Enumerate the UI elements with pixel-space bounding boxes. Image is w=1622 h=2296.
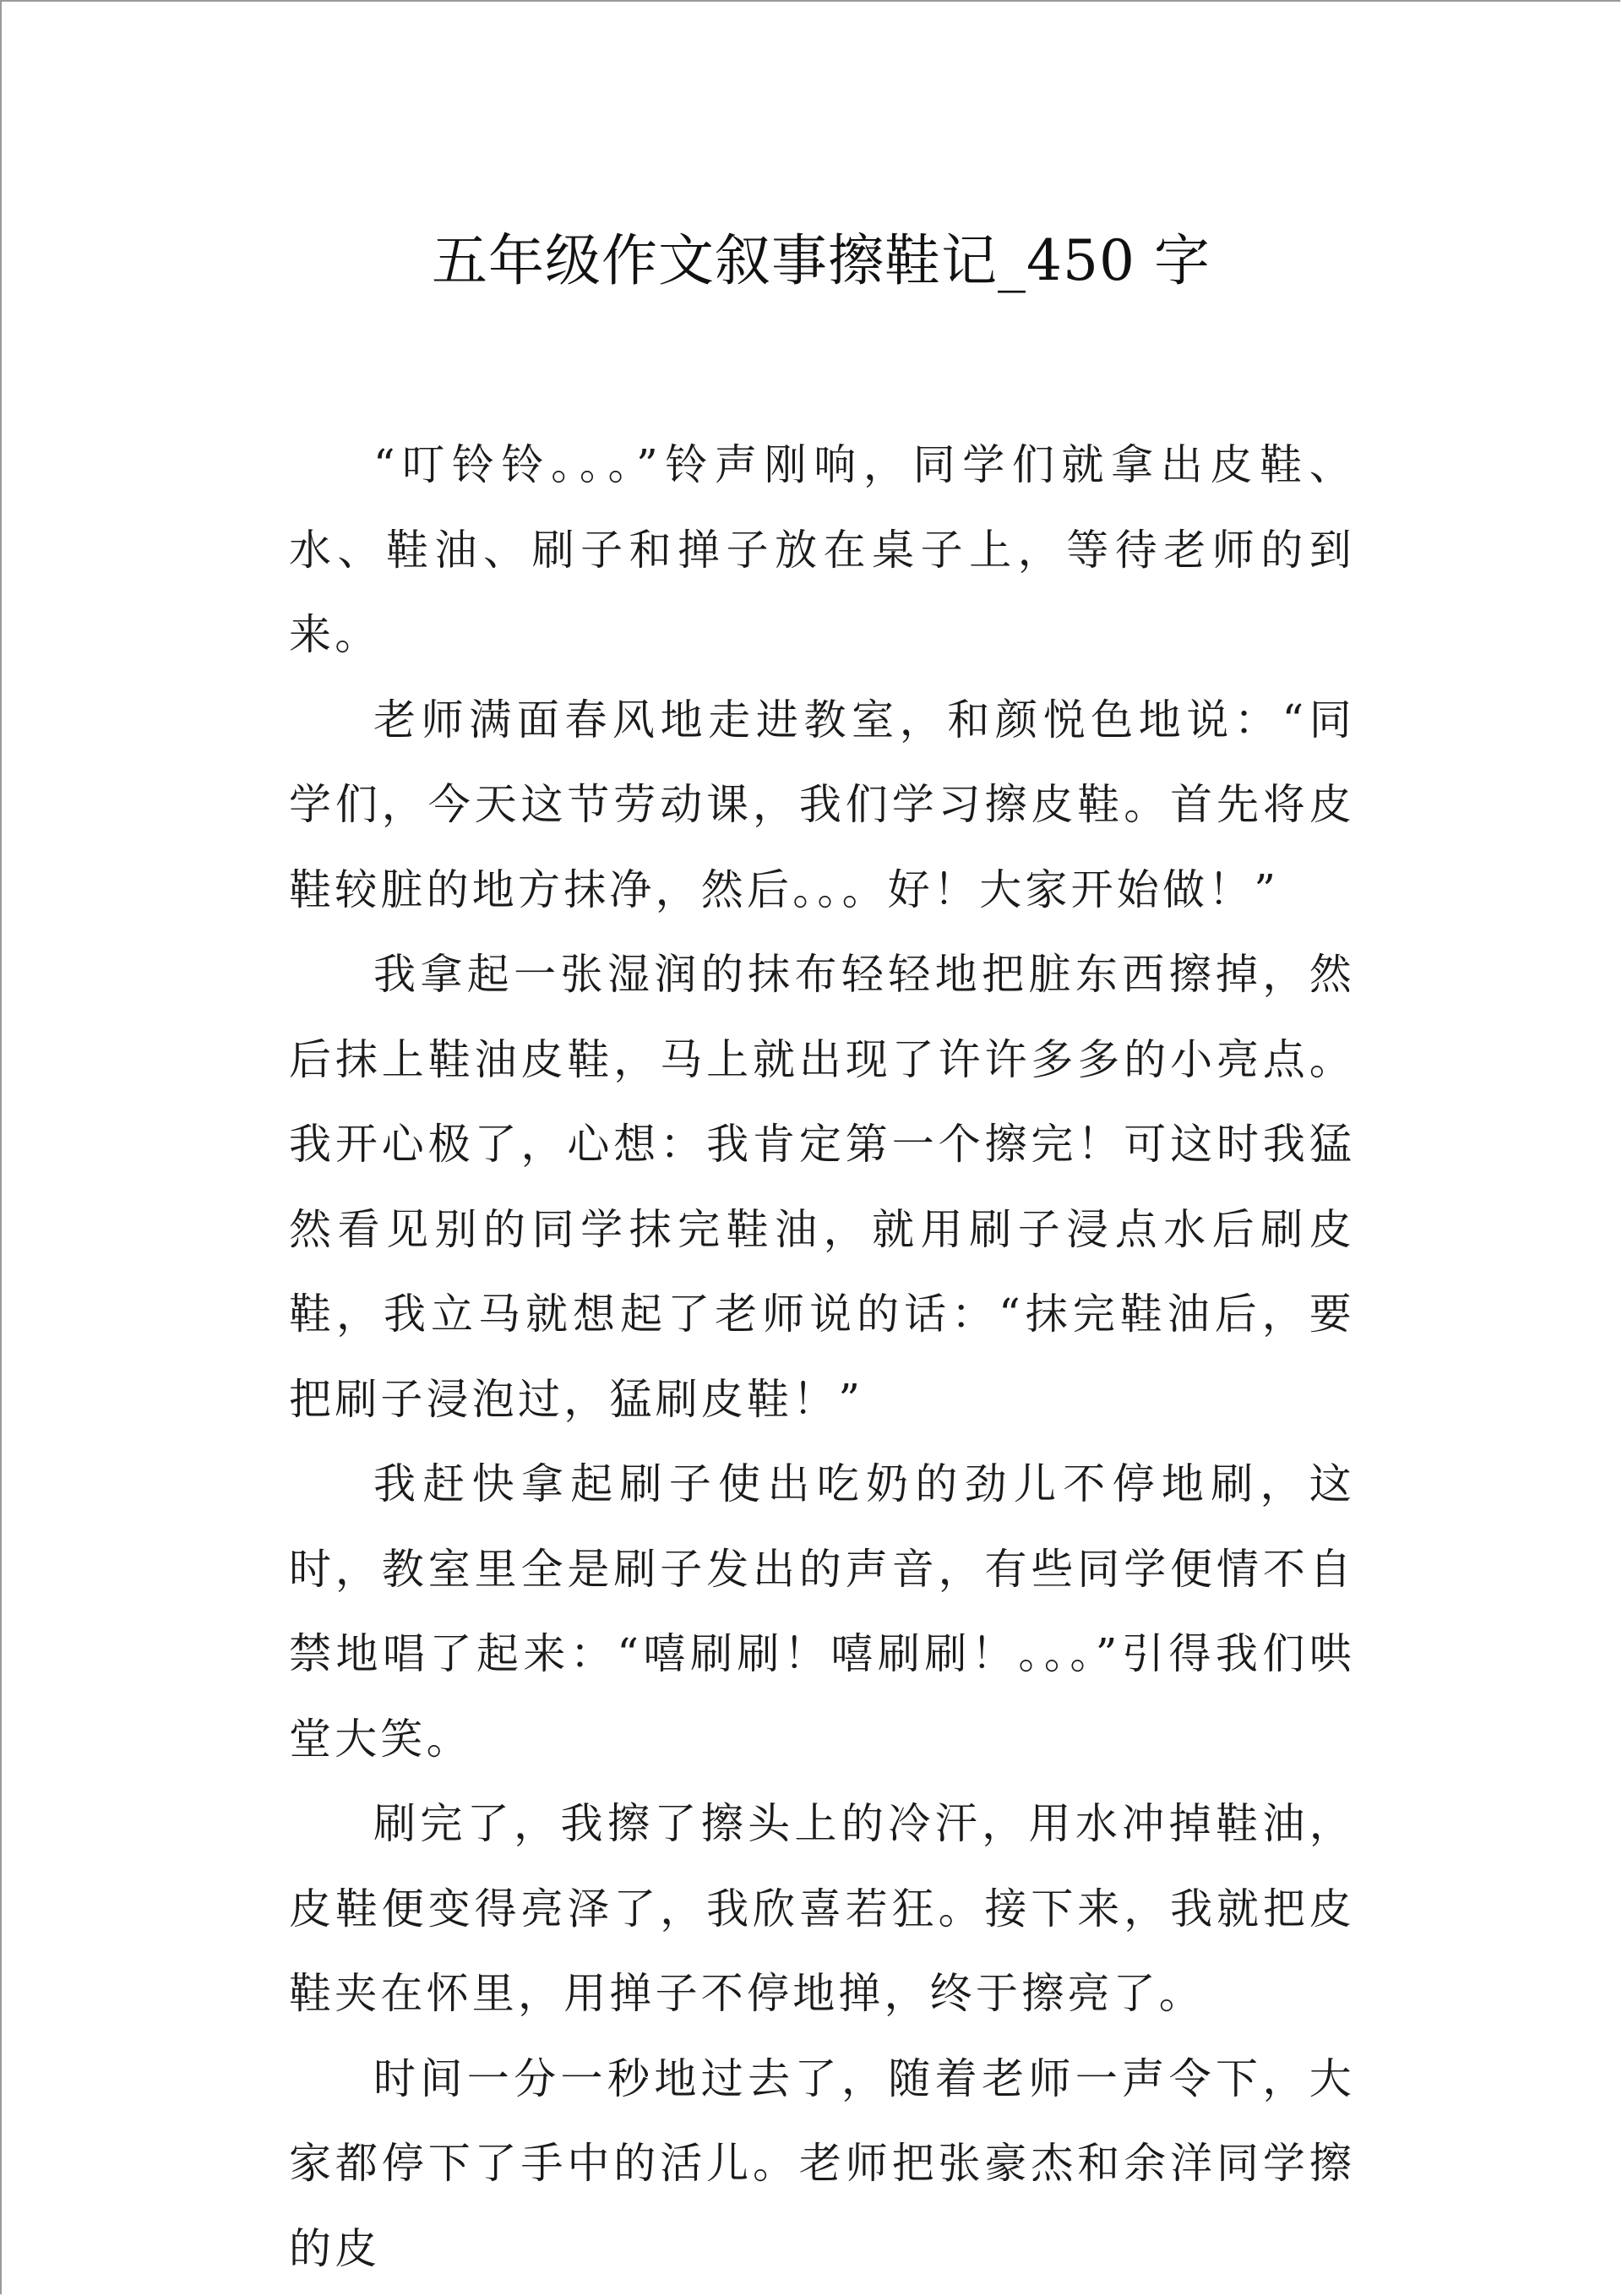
- paragraph: 刷完了，我擦了擦头上的冷汗，用水冲掉鞋油，皮鞋便变得亮泽了，我欣喜若狂。接下来，我就把皮鞋夹在怀里，用掸子不停地掸，终于擦亮了。: [289, 1799, 1355, 2018]
- paragraph: 时间一分一秒地过去了，随着老师一声令下，大家都停下了手中的活儿。老师把张豪杰和余洋同学擦的皮: [289, 2053, 1355, 2273]
- paragraph: 我拿起一张湿润的抹布轻轻地把脏东西擦掉，然后抹上鞋油皮鞋，马上就出现了许许多多的小亮点。我开心极了，心想：我肯定第一个擦完！可这时我猛然看见别的同学抹完鞋油，就用刷子浸点水后刷皮鞋，我立马就想起了老师说的话：“抹完鞋油后，要把刷子浸泡过，猛刷皮鞋！”: [289, 950, 1355, 1424]
- document-body: [289, 423, 1355, 2291]
- paragraph: 老师满面春风地走进教室，和颜悦色地说：“同学们，今天这节劳动课，我们学习擦皮鞋。首先将皮鞋较脏的地方抹净，然后。。。好！大家开始做！”: [289, 695, 1355, 914]
- paragraph: “叮铃铃。。。”铃声刚响，同学们就拿出皮鞋、水、鞋油、刷子和掸子放在桌子上，等待老师的到来。: [289, 440, 1355, 659]
- document-title: 五年级作文叙事擦鞋记_450 字: [432, 228, 1211, 293]
- paragraph: 我赶快拿起刷子使出吃奶的劲儿不停地刷，这时，教室里全是刷子发出的声音，有些同学便情不自禁地唱了起来：“嘻刷刷！嘻刷刷！。。。”引得我们哄堂大笑。: [289, 1459, 1355, 1764]
